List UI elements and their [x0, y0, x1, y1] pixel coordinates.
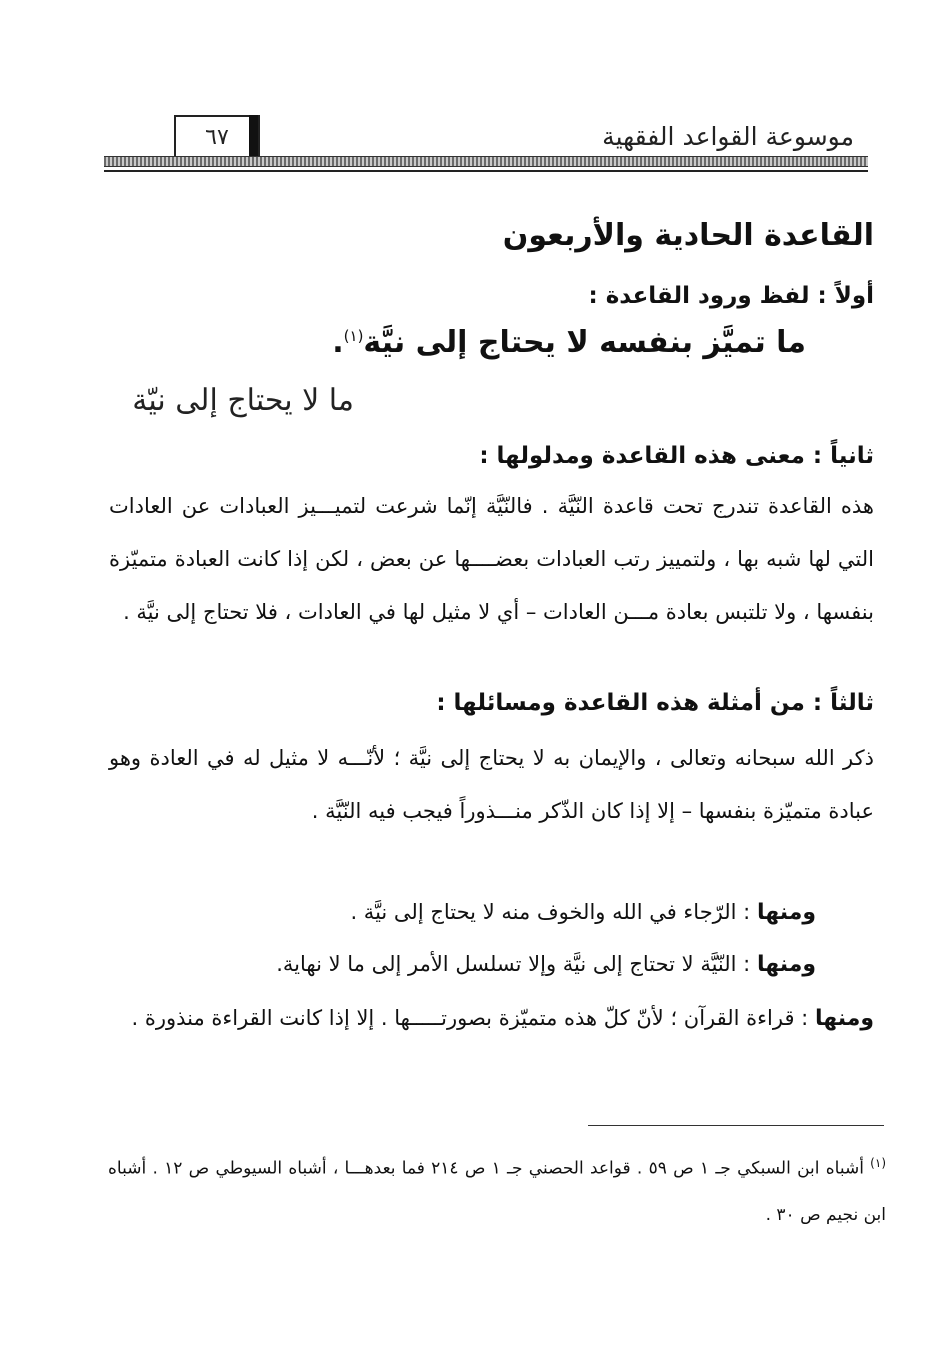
- section-label-third: ثالثاً : من أمثلة هذه القاعدة ومسائلها :: [436, 690, 874, 716]
- section-label-second: ثانياً : معنى هذه القاعدة ومدلولها :: [479, 443, 874, 469]
- examples-paragraph: ذكر الله سبحانه وتعالى ، والإيمان به لا يحتاج إلى نيَّة ؛ لأنّـــه لا مثيل له في العادة وهو عبادة متميّزة بنفسها – إلا إذا كان الذّكر منـــذوراً فيجب فيه النّيَّة .: [109, 746, 874, 823]
- header-decorative-band: [104, 156, 868, 167]
- page-number: ٦٧: [205, 124, 229, 150]
- header-rule: [104, 170, 868, 172]
- footnote: [108, 1140, 886, 1238]
- example-item: [109, 992, 874, 1045]
- page-number-box: [174, 115, 260, 157]
- calligraphy-rule: ما لا يحتاج إلى نيّة: [132, 383, 354, 418]
- example-text: : الرّجاء في الله والخوف منه لا يحتاج إلى نيَّة .: [350, 900, 757, 924]
- rule-statement-period: .: [332, 325, 344, 360]
- example-lead: ومنها: [756, 952, 816, 977]
- example-item: [109, 938, 816, 991]
- example-text: : قراءة القرآن ؛ لأنّ كلّ هذه متميّزة بصورتـــــها . إلا إذا كانت القراءة منذورة .: [131, 1006, 815, 1030]
- rule-statement: [41, 325, 806, 360]
- example-lead: ومنها: [756, 900, 816, 925]
- footnote-marker: (١): [870, 1156, 886, 1170]
- running-title: موسوعة القواعد الفقهية: [602, 122, 854, 151]
- section-label-first: أولاً : لفظ ورود القاعدة :: [588, 283, 874, 309]
- meaning-paragraph: هذه القاعدة تندرج تحت قاعدة النّيَّة . فالنّيَّة إنّما شرعت لتميـــيز العبادات عن العادات التي لها شبه بها ، ولتمييز رتب العبادات بعضــــها عن بعض ، لكن إذا كانت العبادة متميّزة بنفسها ، ولا تلتبس بعادة مـــن العادات – أي لا مثيل لها في العادات ، فلا تحتاج إلى نيَّة .: [109, 494, 874, 624]
- footnote-text: أشباه ابن السبكي جـ ١ ص ٥٩ . قواعد الحصني جـ ١ ص ٢١٤ فما بعدهـــا ، أشباه السيوطي ص ١٢ . أشباه ابن نجيم ص ٣٠ .: [108, 1158, 886, 1225]
- footnote-ref: (١): [343, 327, 364, 345]
- footnote-separator: [588, 1125, 884, 1126]
- example-lead: ومنها: [814, 1006, 874, 1031]
- rule-statement-text: ما تميَّز بنفسه لا يحتاج إلى نيَّة: [363, 325, 806, 360]
- example-text: : النّيَّة لا تحتاج إلى نيَّة وإلا تسلسل الأمر إلى ما لا نهاية.: [276, 952, 757, 976]
- rule-title: القاعدة الحادية والأربعون: [502, 218, 874, 253]
- example-item: [109, 886, 816, 939]
